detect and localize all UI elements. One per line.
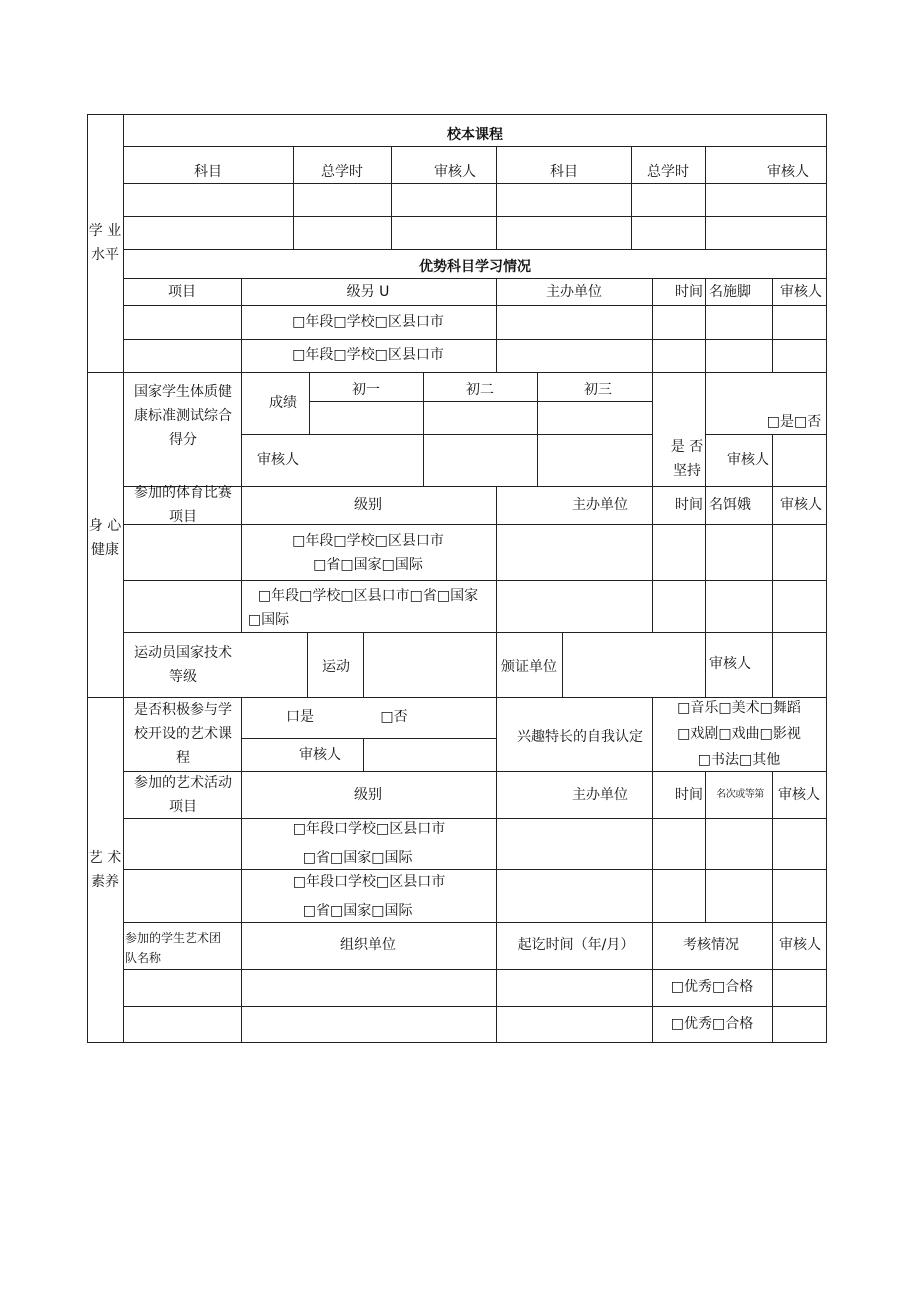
header-subject: 科目 <box>194 164 222 180</box>
header-hours-2: 总学时 <box>647 164 689 180</box>
troupe-label: 参加的学生艺术团 队名称 <box>125 931 222 965</box>
art-yes-checkbox[interactable]: 口是 <box>286 709 314 725</box>
header-reviewer-3: 审核人 <box>780 284 822 300</box>
section-label-health: 身 心 健康 <box>88 518 122 558</box>
header-organization: 组织单位 <box>340 937 396 953</box>
issuer-label: 颁证单位 <box>501 659 557 675</box>
art-no-checkbox[interactable]: □否 <box>380 709 408 725</box>
header-item: 项目 <box>168 284 196 300</box>
school-course-title: 校本课程 <box>447 127 503 143</box>
fitness-label: 国家学生体质健 康标准测试综合 得分 <box>134 384 232 448</box>
header-reviewer: 审核人 <box>779 937 821 953</box>
header-subject-2: 科目 <box>550 164 578 180</box>
header-assessment: 考核情况 <box>683 937 739 953</box>
sport-label: 运动 <box>322 659 350 675</box>
interest-checkbox-group[interactable]: □音乐□美术□舞蹈 □戏剧□戏曲□影视 □书法□其他 <box>677 700 801 768</box>
grade-3-header: 初三 <box>584 382 612 398</box>
header-rank: 名饵娥 <box>709 497 751 513</box>
grade-2-header: 初二 <box>466 382 494 398</box>
header-level: 级别 <box>354 497 382 513</box>
header-reviewer: 审核人 <box>780 497 822 513</box>
section-label-art: 艺 术 素养 <box>88 850 122 890</box>
level-checkbox-row[interactable]: □年段口学校□区县口市 □省□国家□国际 <box>292 874 446 919</box>
header-level: 级别 <box>354 787 382 803</box>
header-time: 时间 <box>675 284 703 300</box>
level-checkbox-row[interactable]: □年段□学校□区县口市 <box>292 314 444 330</box>
athlete-label: 运动员国家技术 等级 <box>134 645 232 685</box>
persist-label: 是 否 坚持 <box>670 439 704 479</box>
assessment-checkbox-row[interactable]: □优秀□合格 <box>670 979 754 995</box>
level-checkbox-row[interactable]: □年段□学校□区县口市 <box>292 347 444 363</box>
header-time: 时间 <box>675 787 703 803</box>
fitness-reviewer-label: 审核人 <box>257 452 299 468</box>
header-rank: 名次或等第 <box>716 789 764 800</box>
header-period: 起讫时间（年/月） <box>517 937 635 953</box>
interest-label: 兴趣特长的自我认定 <box>517 729 643 745</box>
athlete-reviewer-label: 审核人 <box>709 656 751 672</box>
activity-label: 参加的艺术活动 项目 <box>134 775 232 815</box>
header-reviewer: 审核人 <box>434 164 476 180</box>
competition-label: 参加的体育比赛 项目 <box>134 485 232 525</box>
yes-no-checkbox[interactable]: □是□否 <box>766 414 822 430</box>
art-course-label: 是否积极参与学 校开设的艺术课 程 <box>134 702 232 766</box>
level-checkbox-row[interactable]: □年段□学校□区县口市□省□国家 □国际 <box>247 588 479 628</box>
assessment-checkbox-row[interactable]: □优秀□合格 <box>670 1016 754 1032</box>
header-level: 级另 U <box>346 284 390 300</box>
section-label-academic: 学 业 水平 <box>88 223 122 263</box>
header-organizer: 主办单位 <box>546 284 602 300</box>
advantage-title: 优势科目学习情况 <box>419 259 531 275</box>
level-checkbox-row[interactable]: □年段□学校□区县口市 □省□国家□国际 <box>292 533 444 573</box>
header-reviewer-2: 审核人 <box>767 164 809 180</box>
header-time: 时间 <box>675 497 703 513</box>
header-hours: 总学时 <box>321 164 363 180</box>
persist-reviewer-label: 审核人 <box>727 452 769 468</box>
header-organizer: 主办单位 <box>572 787 628 803</box>
header-rank: 名施脚 <box>709 284 751 300</box>
score-label: 成绩 <box>269 395 297 411</box>
header-reviewer: 审核人 <box>778 787 820 803</box>
header-organizer: 主办单位 <box>572 497 628 513</box>
art-reviewer-label: 审核人 <box>299 747 341 763</box>
level-checkbox-row[interactable]: □年段口学校□区县口市 □省□国家□国际 <box>292 821 446 866</box>
grade-1-header: 初一 <box>352 382 380 398</box>
